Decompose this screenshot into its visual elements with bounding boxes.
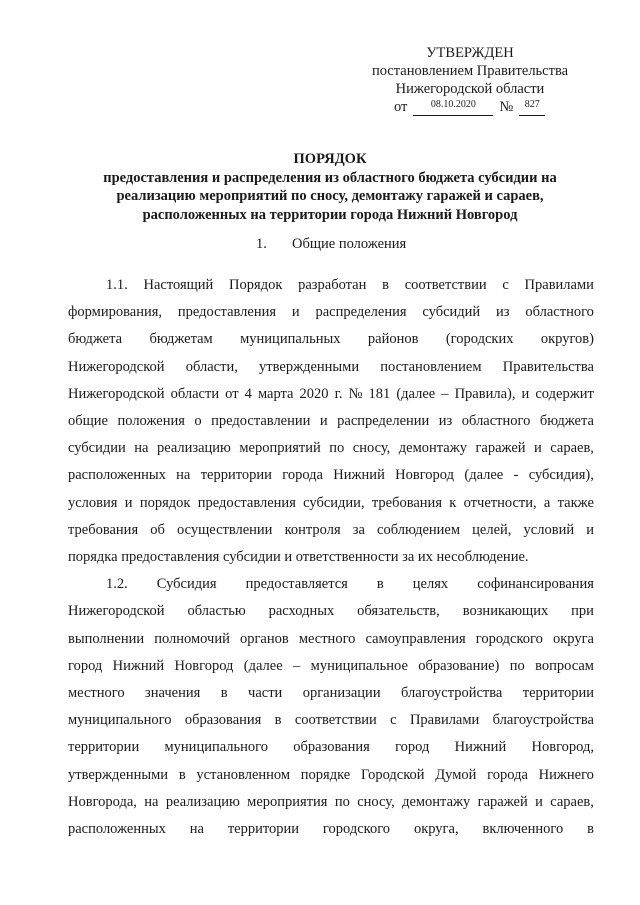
word: №: [348, 385, 363, 402]
word: Думой: [435, 766, 477, 783]
approval-date: 08.10.2020: [413, 98, 493, 116]
word: Нижегородской: [68, 358, 165, 375]
word: реализацию: [165, 793, 240, 810]
word: в: [220, 685, 228, 702]
approval-number-label: №: [499, 99, 514, 115]
word: Нижнего: [538, 766, 594, 783]
text-line: [68, 517, 594, 544]
word: с: [390, 712, 397, 729]
text-line: [68, 408, 594, 435]
word: также: [557, 494, 594, 511]
word: муниципального: [68, 712, 172, 729]
word: Нижегородской: [68, 385, 165, 402]
word: полномочий: [154, 630, 230, 647]
word: 1.2.: [106, 576, 128, 593]
word: (далее: [396, 385, 436, 402]
word: Новгород: [174, 657, 234, 674]
text-line: [68, 435, 594, 462]
title-word: ПОРЯДОК: [293, 151, 367, 167]
word: в: [587, 821, 594, 838]
word: городского: [475, 630, 543, 647]
word: сараев,: [550, 793, 594, 810]
word: на: [176, 467, 191, 484]
word: территории: [522, 685, 594, 702]
word: органов: [239, 630, 289, 647]
word: предоставляется: [245, 576, 348, 593]
word: утвержденными: [68, 766, 169, 783]
word: –: [441, 385, 449, 402]
word: отчетности,: [463, 494, 537, 511]
word: установленном: [196, 766, 291, 783]
word: Нижний: [112, 657, 165, 674]
word: областью: [187, 603, 246, 620]
word: и: [521, 385, 530, 402]
word: субсидии,: [303, 494, 365, 511]
word: Настоящий: [143, 277, 214, 293]
word: условий: [523, 521, 575, 538]
word: распределении: [337, 413, 430, 430]
text-line: [68, 789, 594, 816]
word: благоустройства: [492, 712, 594, 729]
word: муниципальное: [310, 657, 408, 674]
word: Новгород: [395, 467, 455, 484]
word: постановлением: [380, 358, 482, 375]
word: (городских: [445, 331, 514, 348]
word: округа,: [413, 821, 459, 838]
word: общие: [68, 413, 108, 430]
word: г.: [334, 385, 343, 402]
word: к: [449, 494, 457, 511]
word: части: [248, 685, 283, 702]
document-body: [68, 272, 594, 843]
word: субсидия),: [528, 467, 594, 484]
word: Городской: [360, 766, 425, 783]
word: Нижегородской: [68, 603, 165, 620]
text-line: [68, 653, 594, 680]
word: и: [534, 440, 542, 457]
word: Правительства: [502, 358, 594, 375]
word: области,: [185, 358, 238, 375]
section-number: 1.: [256, 236, 267, 252]
word: Субсидия: [156, 576, 217, 593]
word: гаражей: [477, 793, 528, 810]
word: бюджета: [68, 331, 123, 348]
text-line: [68, 544, 594, 571]
word: марта: [257, 385, 294, 402]
word: возникающих: [462, 603, 549, 620]
word: Порядок: [229, 277, 283, 293]
word: районов: [367, 331, 419, 348]
word: самоуправления: [365, 630, 466, 647]
approval-number: 827: [519, 98, 545, 116]
word: предоставления: [197, 494, 296, 511]
word: город: [68, 657, 103, 674]
word: утвержденными: [259, 358, 360, 375]
text-line: [68, 299, 594, 326]
paragraph: [68, 272, 594, 571]
word: город: [395, 739, 430, 756]
word: и: [586, 521, 594, 538]
text-line: [68, 816, 594, 843]
word: (далее: [243, 657, 283, 674]
word: от: [225, 385, 239, 402]
word: в: [376, 576, 384, 593]
word: вопросам: [535, 657, 594, 674]
word: по: [509, 657, 525, 674]
word: гаражей: [475, 440, 526, 457]
word: субсидии: [68, 440, 126, 457]
approval-date-number: [360, 98, 580, 116]
word: бюджетам: [149, 331, 213, 348]
approval-from-label: от: [394, 99, 408, 115]
word: местного: [298, 630, 356, 647]
word: распределения: [315, 304, 407, 321]
paragraph: [68, 571, 594, 843]
word: и: [319, 413, 328, 430]
word: включенного: [482, 821, 564, 838]
word: городского: [322, 821, 391, 838]
word: значения: [145, 685, 201, 702]
word: организации: [302, 685, 381, 702]
word: по: [334, 793, 350, 810]
word: на: [144, 793, 159, 810]
word: соответствии: [404, 277, 487, 293]
section-heading: [256, 236, 406, 253]
word: на: [134, 440, 149, 457]
word: -: [513, 467, 519, 484]
approval-heading: УТВЕРЖДЕН: [426, 45, 514, 61]
word: реализацию: [156, 440, 231, 457]
word: разработан: [298, 277, 367, 293]
word: 181: [368, 385, 391, 402]
word: областного: [525, 304, 594, 321]
word: образования: [293, 739, 370, 756]
word: выполнении: [68, 630, 145, 647]
word: Новгорода,: [68, 793, 137, 810]
word: 4: [244, 385, 252, 402]
word: из: [496, 304, 510, 321]
word: образования: [184, 712, 262, 729]
word: и: [535, 793, 543, 810]
title-line-1: предоставления и распределения из областного бюджета субсидии на: [103, 169, 557, 186]
word: порядка предоставления субсидии и ответственности за их несоблюдение.: [68, 549, 529, 566]
text-line: [68, 626, 594, 653]
word: округов): [540, 331, 594, 348]
word: а: [543, 494, 551, 511]
word: требования: [68, 521, 139, 538]
word: бюджета: [539, 413, 594, 430]
word: соответствии: [294, 712, 377, 729]
word: по: [329, 440, 345, 457]
word: Нижний: [454, 739, 507, 756]
word: и: [124, 494, 133, 511]
word: местного: [68, 685, 125, 702]
word: (далее: [464, 467, 504, 484]
word: Правила),: [454, 385, 516, 402]
word: положения: [117, 413, 185, 430]
text-line: [68, 598, 594, 625]
word: 1.1.: [106, 277, 128, 293]
word: за: [352, 521, 365, 538]
word: города: [282, 467, 323, 484]
word: 2020: [299, 385, 329, 402]
word: предоставлении: [211, 413, 311, 430]
word: обязательств,: [357, 603, 440, 620]
text-line: [68, 462, 594, 489]
word: целей,: [472, 521, 512, 538]
word: контроля: [284, 521, 341, 538]
word: порядок: [139, 494, 191, 511]
word: Нижний: [333, 467, 385, 484]
word: муниципальных: [240, 331, 341, 348]
word: мероприятий: [239, 440, 321, 457]
text-line: [68, 680, 594, 707]
word: в: [178, 766, 186, 783]
word: предоставления: [177, 304, 277, 321]
word: требования: [371, 494, 442, 511]
text-line: [68, 272, 594, 299]
word: и: [291, 304, 300, 321]
word: соблюдением: [377, 521, 461, 538]
word: мероприятия: [247, 793, 328, 810]
word: сараев,: [550, 440, 594, 457]
word: порядке: [300, 766, 351, 783]
word: на: [189, 821, 204, 838]
title-line-2: реализацию мероприятий по сносу, демонтажу гаражей и сараев,: [116, 188, 544, 204]
word: расположенных: [68, 467, 166, 484]
text-line: [68, 762, 594, 789]
word: субсидий: [422, 304, 481, 321]
word: демонтажу: [402, 793, 471, 810]
word: софинансирования: [477, 576, 594, 593]
word: –: [293, 657, 301, 674]
word: территории: [227, 821, 300, 838]
word: в: [274, 712, 282, 729]
approval-line-2: Нижегородской области: [395, 81, 545, 97]
approval-line-1: постановлением Правительства: [371, 63, 569, 79]
word: сносу,: [352, 440, 391, 457]
word: территории: [68, 739, 140, 756]
text-line: [68, 707, 594, 734]
text-line: [68, 326, 594, 353]
word: округа: [552, 630, 594, 647]
word: территории: [200, 467, 272, 484]
text-line: [68, 571, 594, 598]
word: осуществлении: [177, 521, 273, 538]
word: с: [502, 277, 509, 293]
word: формирования,: [68, 304, 163, 321]
text-line: [68, 490, 594, 517]
document-title: [60, 150, 600, 224]
section-title: Общие положения: [292, 236, 407, 252]
word: образование): [418, 657, 500, 674]
word: Правилами: [409, 712, 480, 729]
word: целях: [412, 576, 449, 593]
word: муниципального: [164, 739, 268, 756]
text-line: [68, 354, 594, 381]
word: содержит: [535, 385, 594, 402]
word: демонтажу: [398, 440, 467, 457]
word: сносу,: [357, 793, 395, 810]
approval-stamp: [360, 44, 580, 116]
text-line: [68, 381, 594, 408]
title-line-3: расположенных на территории города Нижний Новгород: [142, 206, 518, 223]
word: области: [170, 385, 220, 402]
word: областного: [461, 413, 531, 430]
word: Новгород,: [531, 739, 594, 756]
word: города: [487, 766, 528, 783]
word: благоустройства: [401, 685, 503, 702]
word: об: [150, 521, 165, 538]
text-line: [68, 734, 594, 761]
word: при: [571, 603, 594, 620]
word: о: [194, 413, 202, 430]
word: расположенных: [68, 821, 166, 838]
word: в: [382, 277, 389, 293]
word: Правилами: [524, 277, 594, 293]
word: расходных: [268, 603, 335, 620]
word: условия: [68, 494, 118, 511]
word: из: [438, 413, 453, 430]
